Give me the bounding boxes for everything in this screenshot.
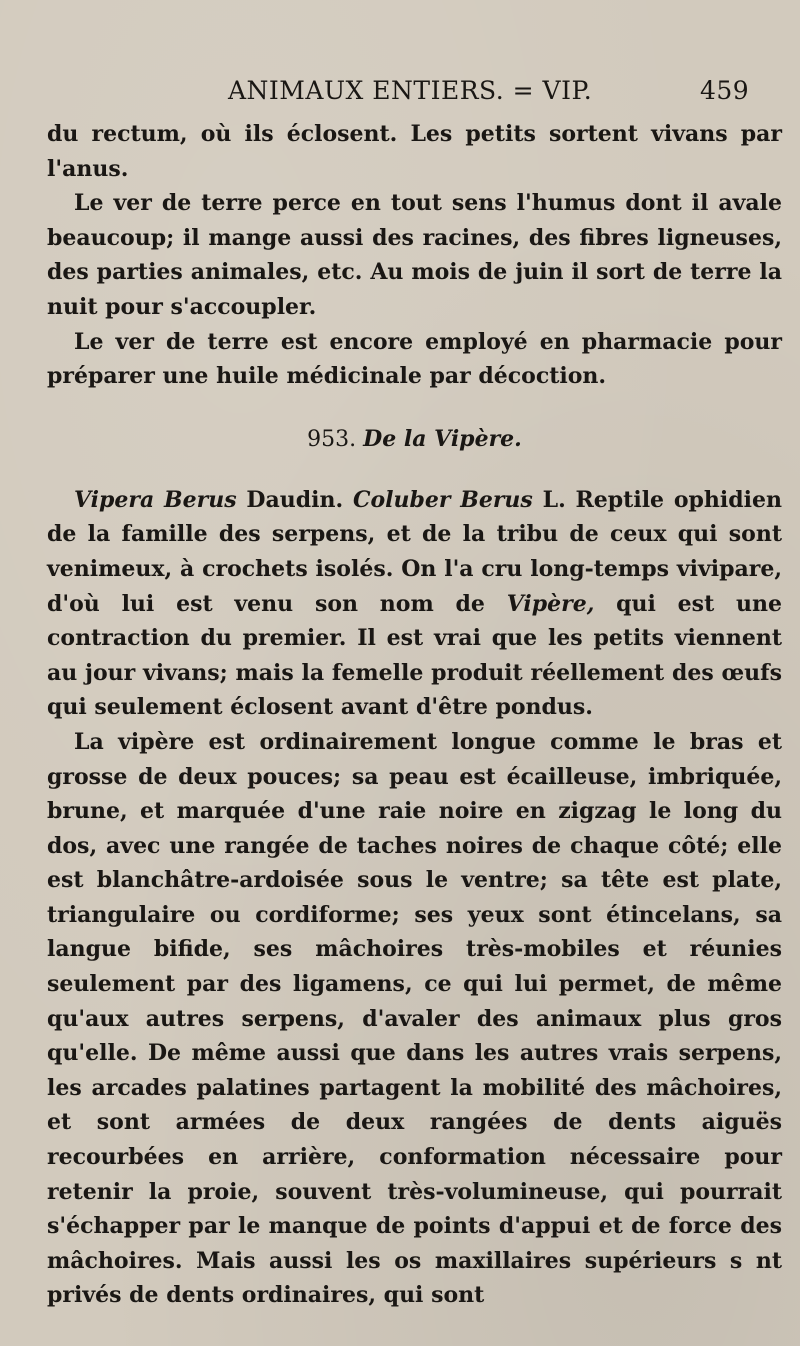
text-segment: qui est une contraction du premier. Il est vrai que les petits viennent au jour vivans; mais la femelle produit réellement des œufs qui seulement éclosent avant d'être pondus. — [47, 590, 782, 721]
text-segment: Daudin. — [236, 486, 353, 513]
section-title: De la Vipère. — [363, 425, 522, 452]
paragraph-earthworm-pharmacy: Le ver de terre est encore employé en pharmacie pour préparer une huile médicinale par décoction. — [47, 328, 782, 390]
paragraph-viper-anatomy: La vipère est ordinairement longue comme le bras et grosse de deux pouces; sa peau est écailleuse, imbriquée, brune, et marquée d'une raie noire en zigzag le long du dos, avec une rangée de taches noires de chaque côté; elle est blanchâtre-ardoisée sous le ventre; sa tête est plate, triangulaire ou cordiforme; ses yeux sont étincelans, sa langue bifide, ses mâchoires très-mobiles et réunies seulement par des ligamens, ce qui lui permet, de même qu'aux autres serpens, d'avaler des animaux plus gros qu'elle. De même aussi que dans les autres vrais serpens, les arcades palatines partagent la mobilité des mâchoires, et sont armées de deux rangées de dents aiguës recourbées en arrière, conformation nécessaire pour retenir la proie, souvent très-volumineuse, qui pourrait s'échapper par le manque de points d'appui et de force des mâchoires. Mais aussi les os maxillaires supérieurs s nt privés de dents ordinaires, qui sont — [47, 728, 782, 1309]
page-header — [0, 76, 800, 110]
common-name-vipere: Vipère, — [506, 590, 595, 617]
text-segment: L. Reptile ophidien de la famille des serpens, et de la tribu de ceux qui sont venimeux, à crochets isolés. On l'a cru long-temps vivipare, d'où lui est venu son nom de — [47, 486, 782, 617]
page-number: 459 — [700, 76, 750, 105]
section-number: 953. — [307, 426, 357, 452]
species-name-coluber: Coluber Berus — [352, 486, 533, 513]
section-heading — [47, 424, 782, 455]
species-name-vipera: Vipera Berus — [74, 486, 237, 513]
body-text — [47, 117, 782, 1313]
paragraph-earthworm-habits: Le ver de terre perce en tout sens l'humus dont il avale beaucoup; il mange aussi des racines, des fibres ligneuses, des parties animales, etc. Au mois de juin il sort de terre la nuit pour s'accoupler. — [47, 190, 782, 320]
running-head: ANIMAUX ENTIERS. = VIP. — [228, 76, 593, 105]
paragraph-vipera-description — [47, 483, 782, 725]
paragraph-continuation: du rectum, où ils éclosent. Les petits sortent vivans par l'anus. — [47, 121, 782, 182]
